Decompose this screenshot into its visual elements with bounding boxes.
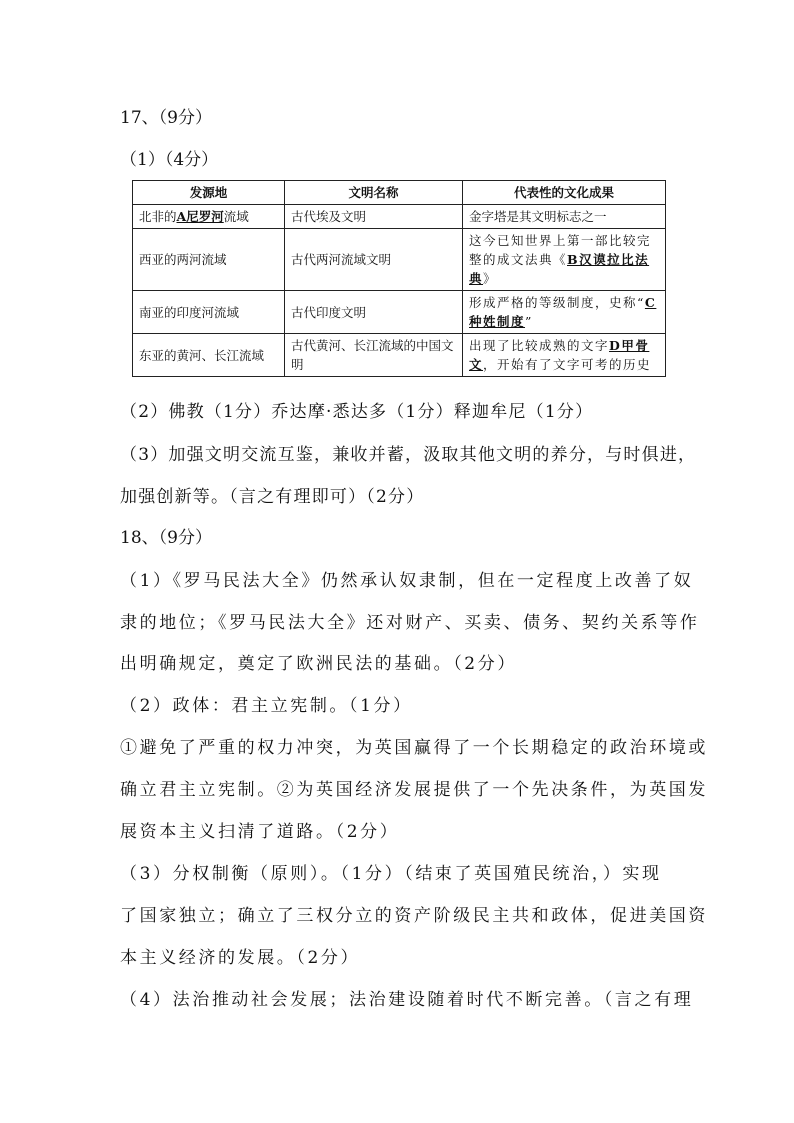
header-civilization: 文明名称 [285,181,463,205]
civilization-cell: 古代黄河、长江流域的中国文明 [285,334,463,377]
answer-a: A尼罗河 [176,209,224,224]
table-row [133,334,666,377]
table-row [133,291,666,334]
header-achievement: 代表性的文化成果 [463,181,666,205]
q18-part2-line1: ①避免了严重的权力冲突，为英国赢得了一个长期稳定的政治环境或 [120,738,708,758]
q18-part3-line1: （3）分权制衡（原则）。（1分）（结束了英国殖民统治，）实现 [120,864,662,884]
table-row [133,205,666,229]
civilization-cell: 古代埃及文明 [285,205,463,229]
civilization-cell: 古代两河流域文明 [285,229,463,291]
q17-part2: （2）佛教（1分）乔达摩·悉达多（1分）释迦牟尼（1分） [120,402,594,422]
q18-header: 18、（9分） [120,528,212,548]
q18-part1-line1: （1）《罗马民法大全》仍然承认奴隶制，但在一定程度上改善了奴 [120,571,694,591]
civilization-table [132,180,666,377]
table-header-row [133,181,666,205]
q18-part4-line1: （4）法治推动社会发展；法治建设随着时代不断完善。（言之有理 [120,990,694,1010]
q18-part2-label: （2）政体：君主立宪制。（1分） [120,696,413,716]
civilization-cell: 古代印度文明 [285,291,463,334]
q17-part1-label: （1）（4分） [120,150,219,170]
q17-part3-line1: （3）加强文明交流互鉴，兼收并蓄，汲取其他文明的养分，与时俱进， [120,445,697,465]
achievement-prefix: 形成严格的等级制度，史称“ [469,295,645,310]
origin-cell [133,205,285,229]
achievement-suffix: 》 [483,271,498,286]
achievement-cell [463,334,666,377]
achievement-suffix: ，开始有了文字可考的历史 [483,357,652,372]
origin-prefix: 北非的 [139,209,177,224]
q18-part2-line2: 确立君主立宪制。②为英国经济发展提供了一个先决条件，为英国发 [120,780,708,800]
q18-part3-line2: 了国家独立；确立了三权分立的资产阶级民主共和政体，促进美国资 [120,906,708,926]
q17-part3-line2: 加强创新等。（言之有理即可）（2分） [120,487,425,507]
q18-part2-line3: 展资本主义扫清了道路。（2分） [120,822,400,842]
achievement-cell: 金字塔是其文明标志之一 [463,205,666,229]
achievement-cell [463,229,666,291]
answer-d: D甲骨文 [469,338,650,372]
origin-suffix: 流域 [223,209,249,224]
table-row [133,229,666,291]
header-origin: 发源地 [133,181,285,205]
achievement-cell [463,291,666,334]
answer-b: B汉谟拉比法典 [469,252,650,286]
origin-cell: 东亚的黄河、长江流域 [133,334,285,377]
achievement-suffix: ” [525,314,533,329]
q18-part1-line3: 出明确规定，奠定了欧洲民法的基础。（2分） [120,654,517,674]
achievement-prefix: 出现了比较成熟的文字 [469,338,610,353]
q18-part1-line2: 隶的地位；《罗马民法大全》还对财产、买卖、债务、契约关系等作 [120,613,700,633]
origin-cell: 南亚的印度河流域 [133,291,285,334]
q17-header: 17、（9分） [120,108,212,128]
q18-part3-line3: 本主义经济的发展。（2分） [120,948,361,968]
achievement-prefix: 这今已知世界上第一部比较完整的成文法典《 [469,233,652,267]
answer-c: C种姓制度 [469,295,657,329]
origin-cell: 西亚的两河流域 [133,229,285,291]
